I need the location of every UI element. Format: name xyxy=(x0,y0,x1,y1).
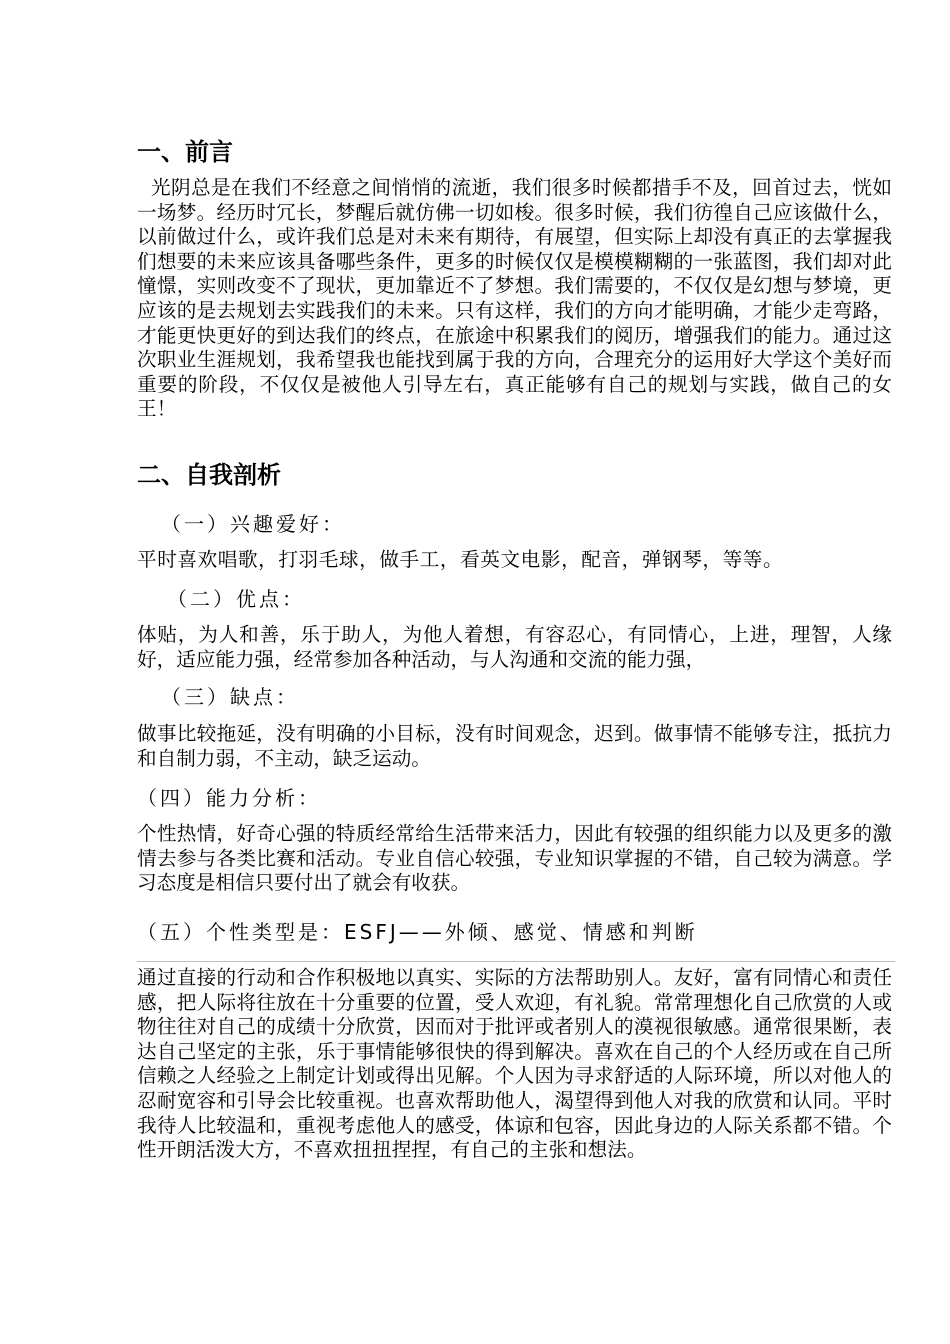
personality-paragraph: 通过直接的行动和合作积极地以真实、实际的方法帮助别人。友好，富有同情心和责任感，把人际将往放在十分重要的位置，受人欢迎，有礼貌。常常理想化自己欣赏的人或物往往对自己的成绩十分欣赏，因而对于批评或者别人的漠视很敏感。通常很果断，表达自己坚定的主张，乐于事情能够很快的得到解决。喜欢在自己的个人经历或在自己所信赖之人经验之上制定计划或得出见解。个人因为寻求舒适的人际环境，所以对他人的忍耐宽容和引导会比较重视。也喜欢帮助他人，渴望得到他人对我的欣赏和认同。平时我待人比较温和，重视考虑他人的感受，体谅和包容，因此身边的人际关系都不错。个性开朗活泼大方，不喜欢扭扭捏捏，有自己的主张和想法。 xyxy=(137,966,892,1162)
section-heading-preface: 一、前言 xyxy=(137,138,233,166)
subheading-interests: （一）兴趣爱好： xyxy=(161,512,345,536)
interests-paragraph: 平时喜欢唱歌，打羽毛球，做手工，看英文电影，配音，弹钢琴，等等。 xyxy=(137,548,784,571)
weaknesses-paragraph: 做事比较拖延，没有明确的小目标，没有时间观念，迟到。做事情不能够专注，抵抗力和自制力弱，不主动，缺乏运动。 xyxy=(137,722,892,770)
subheading-weaknesses: （三）缺点： xyxy=(161,685,299,709)
subheading-strengths: （二）优点： xyxy=(167,587,305,611)
preface-paragraph: 光阴总是在我们不经意之间悄悄的流逝，我们很多时候都措手不及，回首过去，恍如一场梦。经历时冗长，梦醒后就仿佛一切如梭。很多时候，我们彷徨自己应该做什么，以前做过什么，或许我们总是对未来有期待，有展望，但实际上却没有真正的去掌握我们想要的未来应该具备哪些条件，更多的时候仅仅是模模糊糊的一张蓝图，我们却对此憧憬，实则改变不了现状，更加靠近不了梦想。我们需要的，不仅仅是幻想与梦境，更应该的是去规划去实践我们的未来。只有这样，我们的方向才能明确，才能少走弯路，才能更快更好的到达我们的终点，在旅途中积累我们的阅历，增强我们的能力。通过这次职业生涯规划，我希望我也能找到属于我的方向，合理充分的运用好大学这个美好而重要的阶段，不仅仅是被他人引导左右，真正能够有自己的规划与实践，做自己的女王！ xyxy=(137,176,892,421)
subheading-personality: （五）个性类型是：ESFJ——外倾、感觉、情感和判断 xyxy=(137,920,698,944)
section-heading-self-analysis: 二、自我剖析 xyxy=(137,461,281,489)
abilities-paragraph: 个性热情，好奇心强的特质经常给生活带来活力，因此有较强的组织能力以及更多的激情去参与各类比赛和活动。专业自信心较强，专业知识掌握的不错，自己较为满意。学习态度是相信只要付出了就会有收获。 xyxy=(137,822,892,895)
heading-underline-divider xyxy=(137,961,895,962)
strengths-paragraph: 体贴，为人和善，乐于助人，为他人着想，有容忍心，有同情心，上进，理智，人缘好，适应能力强，经常参加各种活动，与人沟通和交流的能力强， xyxy=(137,623,892,671)
subheading-abilities: （四）能力分析： xyxy=(137,786,321,810)
